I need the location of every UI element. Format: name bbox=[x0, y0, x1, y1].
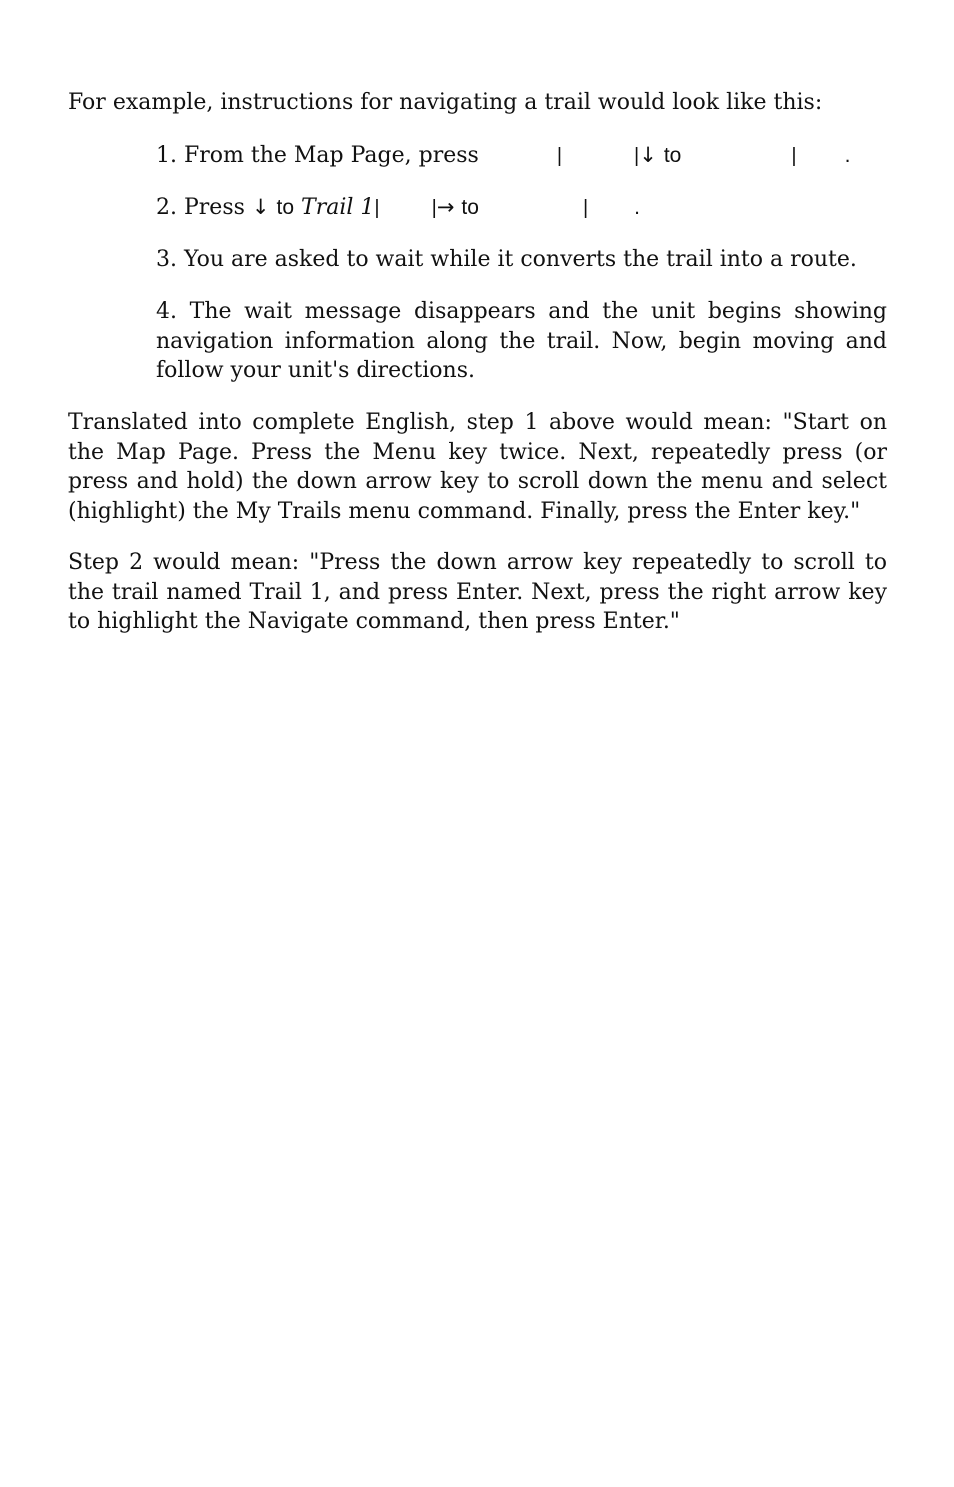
step-1 bbox=[156, 141, 850, 172]
translation-paragraph: Translated into complete English, step 1 above would mean: "Start on the Map Page. Press the Menu key twice. Next, repeatedly press (or press and hold) the down arrow key to scroll down the menu and select (highlight) the My Trails menu command. Finally, press the Enter key." bbox=[68, 410, 887, 524]
down-arrow-icon: ↓ bbox=[639, 143, 657, 167]
step-3: 3. You are asked to wait while it converts the trail into a route. bbox=[156, 247, 857, 272]
step-2-separator-b: | bbox=[431, 197, 437, 219]
step-1-lead: 1. From the Map Page, press bbox=[156, 143, 479, 168]
step-2-to: to bbox=[276, 196, 295, 219]
step-1-separator-c: | bbox=[791, 145, 797, 167]
step-2-separator-a: | bbox=[374, 197, 380, 219]
step-2-lead: 2. Press bbox=[156, 195, 245, 220]
step-2-to-2: to bbox=[461, 196, 479, 219]
step-1-to: to bbox=[663, 144, 682, 167]
step-2-meaning-paragraph: Step 2 would mean: "Press the down arrow key repeatedly to scroll to the trail named Trail 1, and press Enter. Next, press the right arrow key to highlight the Navigate command, then press Enter." bbox=[68, 550, 887, 634]
step-2 bbox=[156, 193, 640, 224]
right-arrow-icon: → bbox=[436, 195, 455, 219]
step-1-separator-b: | bbox=[634, 145, 640, 167]
step-2-separator-c: | bbox=[582, 197, 589, 219]
step-2-period: . bbox=[634, 196, 640, 219]
intro-text: For example, instructions for navigating a trail would look like this: bbox=[68, 90, 823, 115]
step-1-separator-a: | bbox=[556, 145, 563, 167]
step-4: 4. The wait message disappears and the unit begins showing navigation information along the trail. Now, begin moving and follow your unit's directions. bbox=[156, 299, 887, 383]
step-2-trail-name: Trail 1 bbox=[301, 195, 375, 220]
step-1-period: . bbox=[844, 144, 851, 167]
down-arrow-icon: ↓ bbox=[251, 195, 270, 219]
